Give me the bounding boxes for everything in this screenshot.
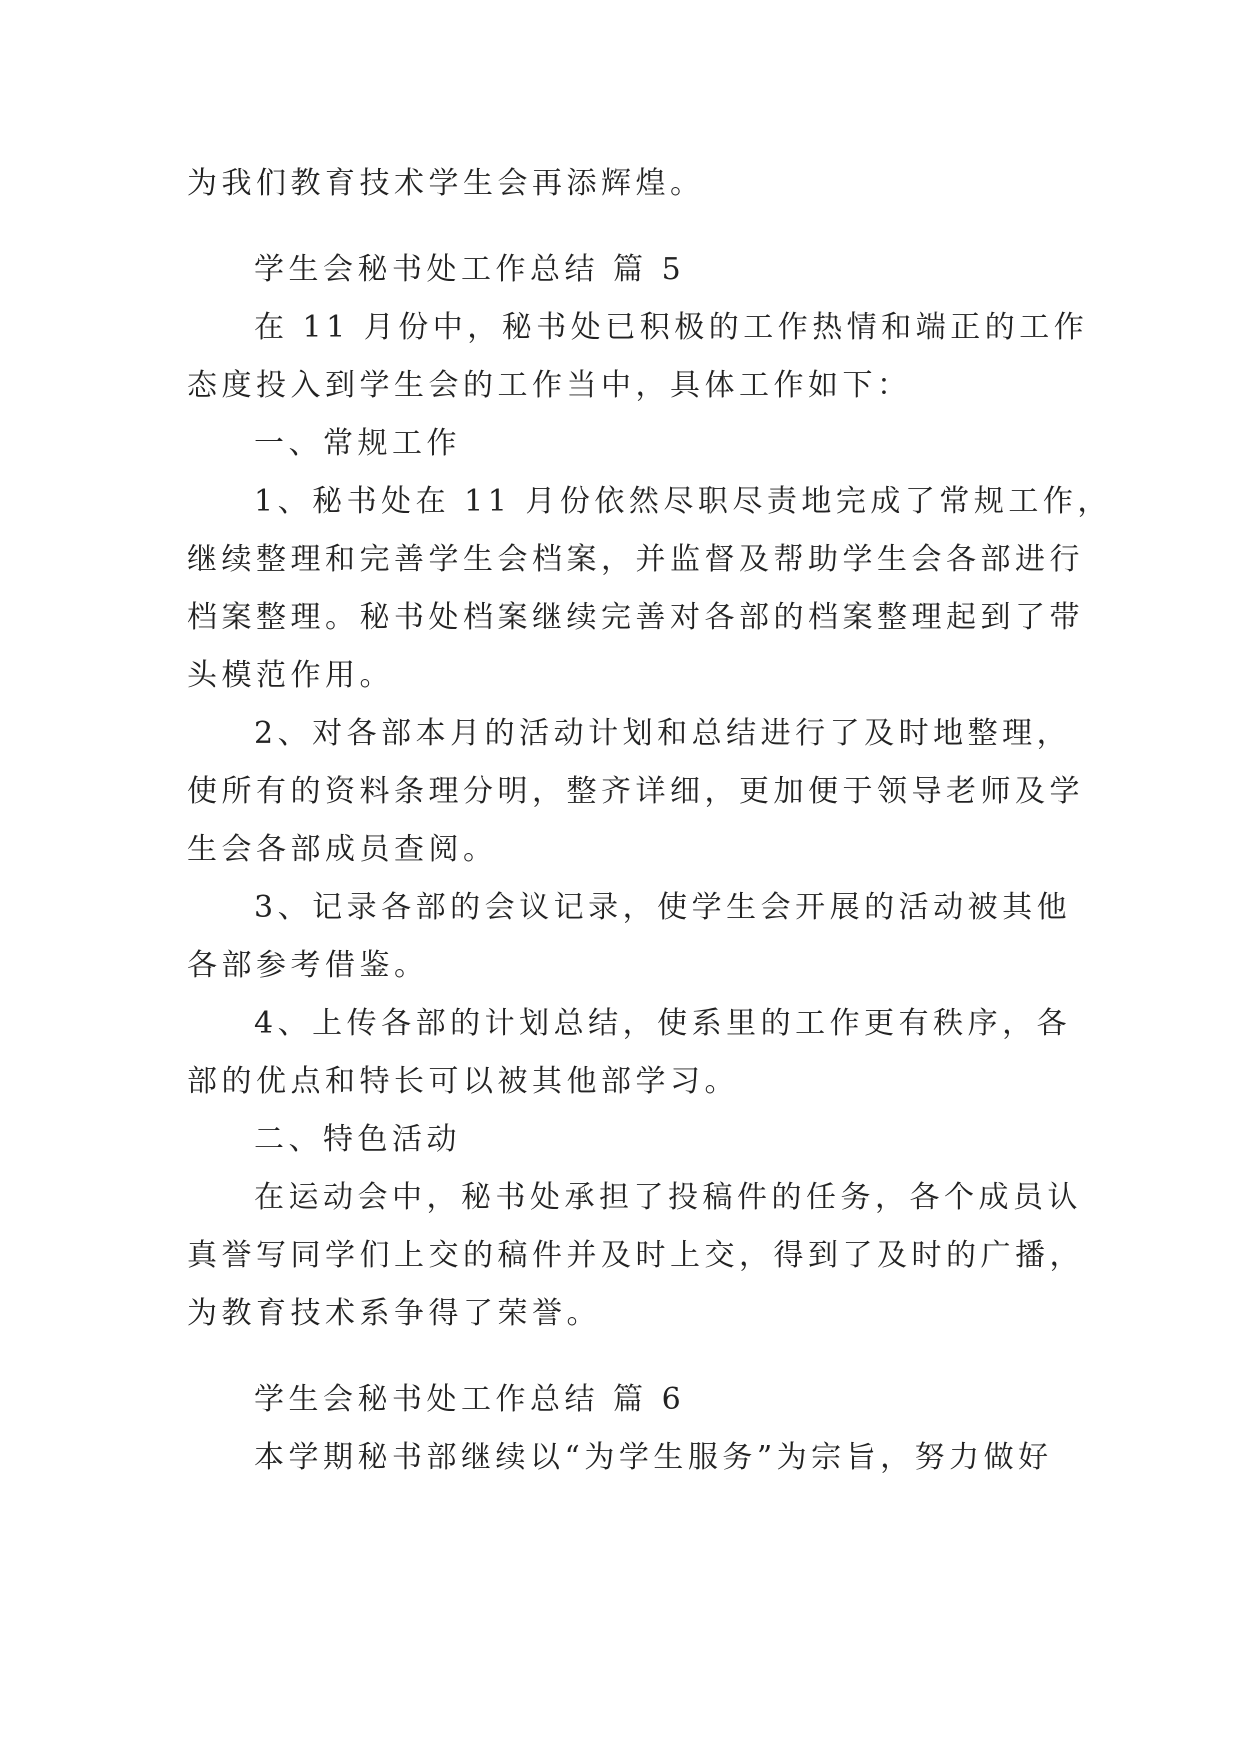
paragraph-line: 2、对各部本月的活动计划和总结进行了及时地整理， [254, 716, 1072, 751]
section-title-5: 学生会秘书处工作总结 篇 5 [254, 252, 686, 287]
paragraph-line: 为教育技术系争得了荣誉。 [187, 1296, 601, 1331]
paragraph-line: 本学期秘书部继续以“为学生服务”为宗旨，努力做好 [254, 1440, 1053, 1475]
paragraph-line: 继续整理和完善学生会档案，并监督及帮助学生会各部进行 [187, 542, 1084, 577]
paragraph-line: 各部参考借鉴。 [187, 948, 429, 983]
paragraph-line: 使所有的资料条理分明，整齐详细，更加便于领导老师及学 [187, 774, 1084, 809]
paragraph-line: 3、记录各部的会议记录，使学生会开展的活动被其他 [254, 890, 1072, 925]
paragraph-line: 4、上传各部的计划总结，使系里的工作更有秩序，各 [254, 1006, 1072, 1041]
paragraph-line: 态度投入到学生会的工作当中，具体工作如下： [187, 368, 912, 403]
subheading-routine-work: 一、常规工作 [254, 426, 461, 461]
paragraph-line: 1、秘书处在 11 月份依然尽职尽责地完成了常规工作， [254, 484, 1112, 519]
subheading-special-activities: 二、特色活动 [254, 1122, 461, 1157]
paragraph-line: 头模范作用。 [187, 658, 394, 693]
paragraph-line: 生会各部成员查阅。 [187, 832, 498, 867]
paragraph-line: 在运动会中，秘书处承担了投稿件的任务，各个成员认 [254, 1180, 1082, 1215]
paragraph-line: 在 11 月份中，秘书处已积极的工作热情和端正的工作 [254, 310, 1089, 345]
paragraph-line: 为我们教育技术学生会再添辉煌。 [187, 166, 705, 201]
paragraph-line: 真誉写同学们上交的稿件并及时上交，得到了及时的广播， [187, 1238, 1084, 1273]
paragraph-line: 档案整理。秘书处档案继续完善对各部的档案整理起到了带 [187, 600, 1084, 635]
section-title-6: 学生会秘书处工作总结 篇 6 [254, 1382, 686, 1417]
paragraph-line: 部的优点和特长可以被其他部学习。 [187, 1064, 739, 1099]
